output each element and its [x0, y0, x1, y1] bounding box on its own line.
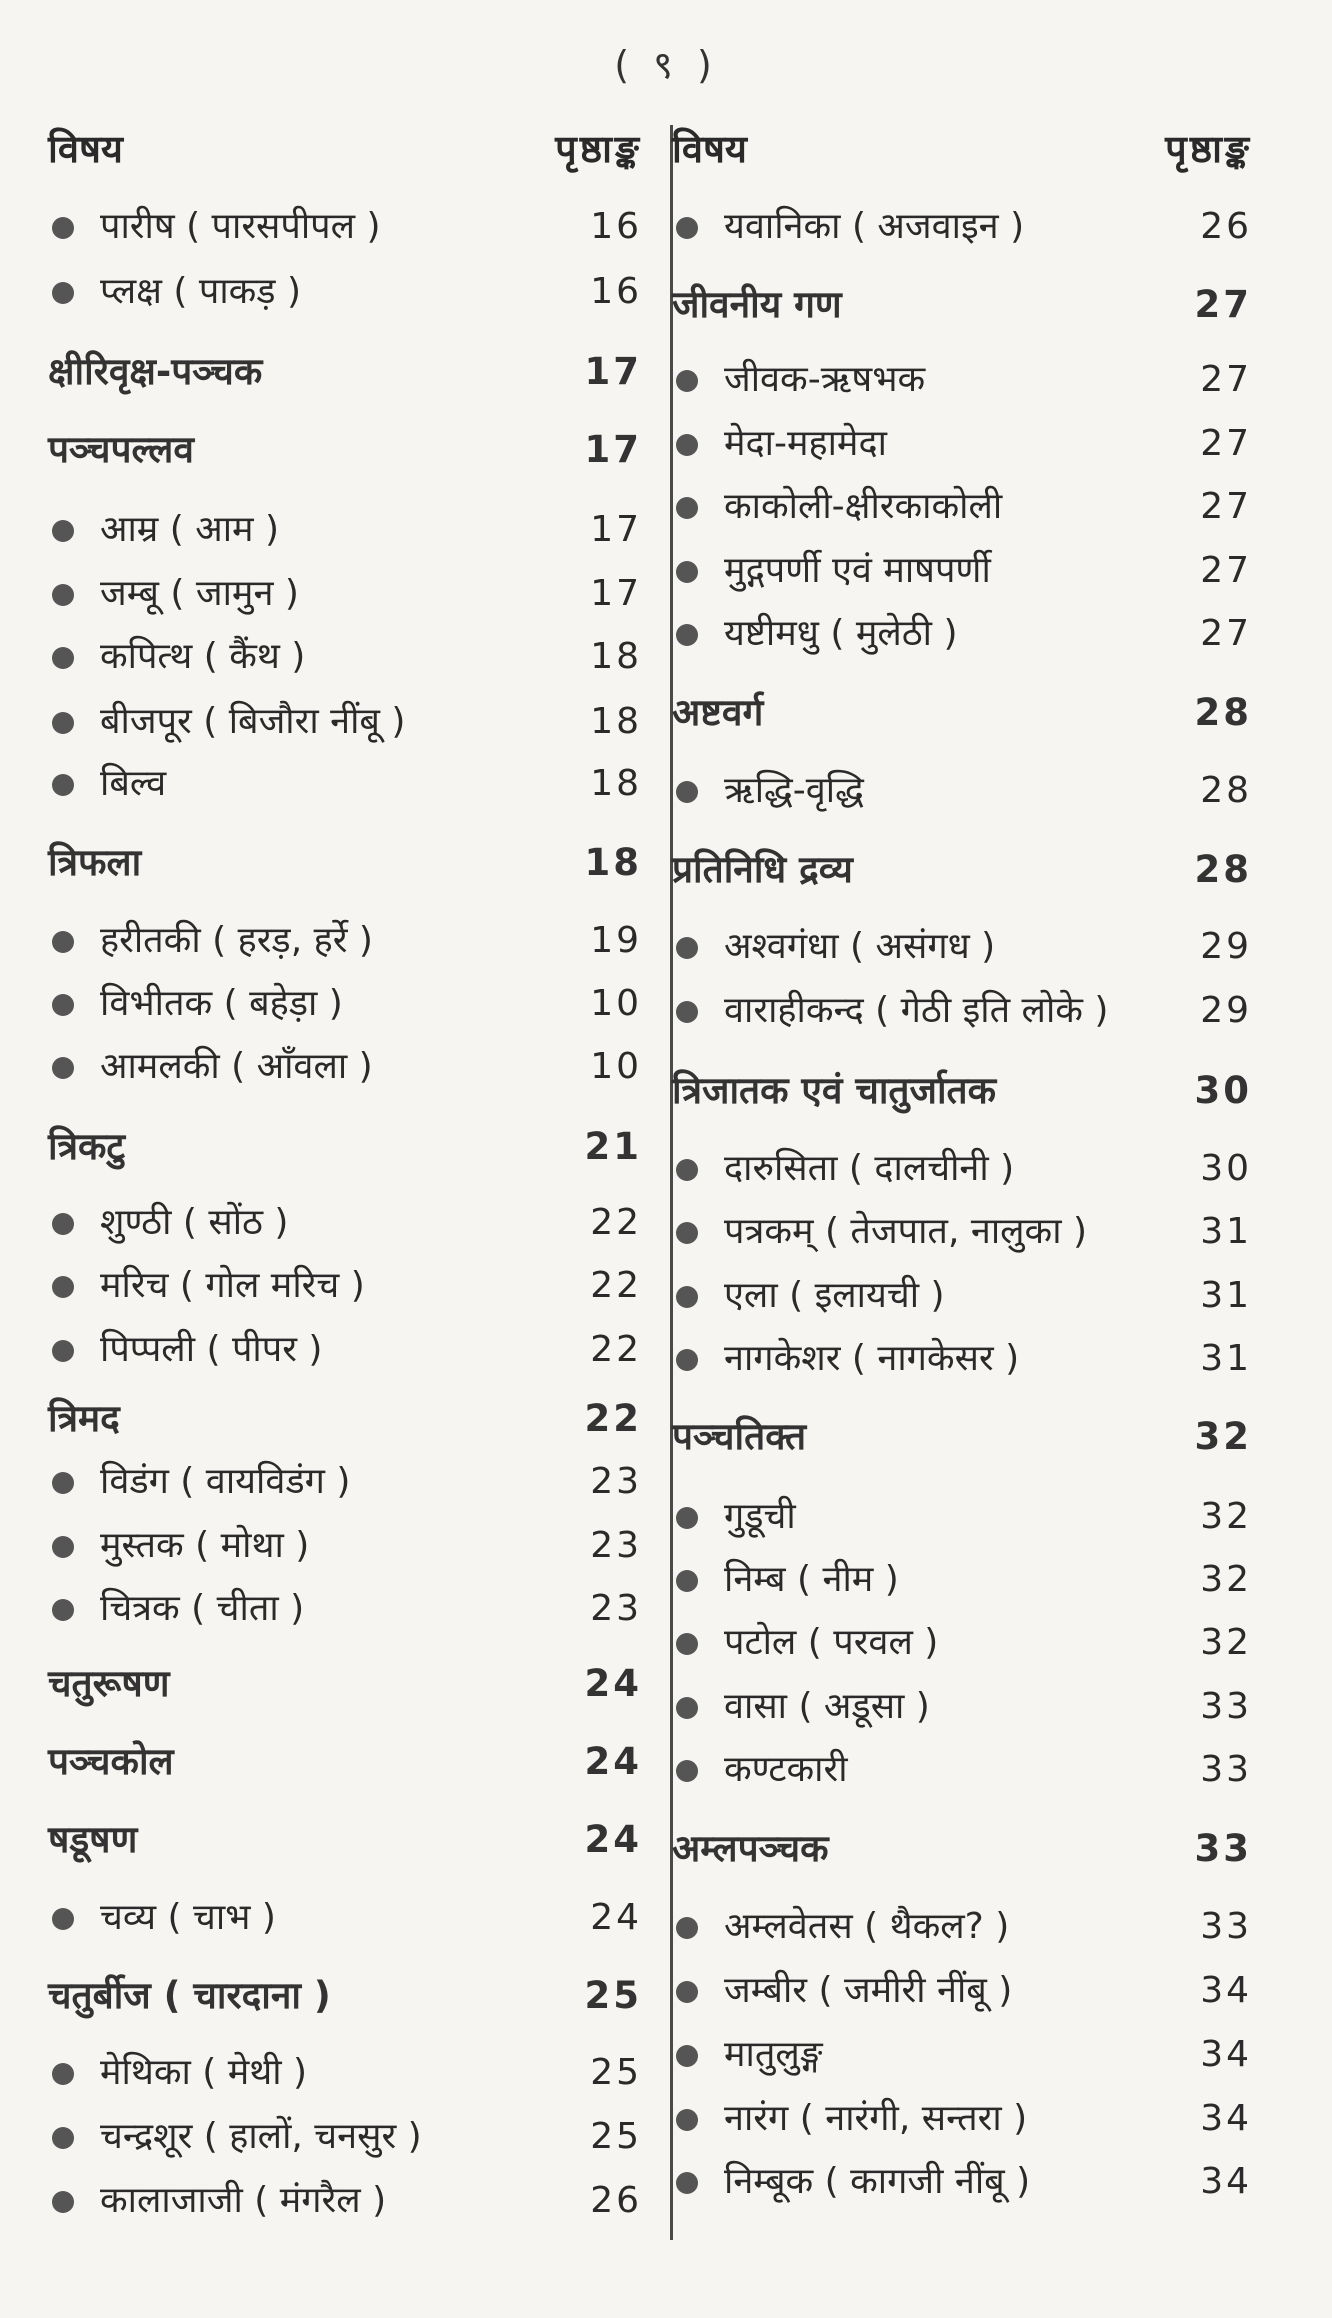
bullet-icon: [676, 561, 698, 583]
toc-category: [48, 1813, 648, 1867]
toc-category: [672, 1410, 1272, 1464]
toc-entry: [48, 757, 648, 811]
toc-category: [672, 843, 1272, 897]
toc-entry-page: 25: [584, 1974, 642, 2017]
toc-entry-page: 17: [590, 573, 642, 614]
bullet-icon: [676, 1760, 698, 1782]
toc-entry-page: 27: [1200, 613, 1252, 654]
toc-entry: [48, 1323, 648, 1377]
toc-entry: [672, 544, 1272, 598]
toc-entry-title: आमलकी ( आँवला ): [100, 1046, 373, 1087]
toc-entry-title: एला ( इलायची ): [724, 1275, 945, 1316]
bullet-icon: [676, 1697, 698, 1719]
toc-entry: [48, 265, 648, 319]
toc-entry-page: 10: [590, 1046, 642, 1087]
toc-entry-page: 16: [590, 206, 642, 247]
bullet-icon: [52, 931, 74, 953]
toc-entry: [672, 1743, 1272, 1797]
toc-entry: [48, 200, 648, 254]
toc-entry-page: 25: [590, 2052, 642, 2093]
toc-entry-title: षडूषण: [48, 1818, 138, 1861]
bullet-icon: [676, 434, 698, 456]
toc-entry: [48, 977, 648, 1031]
toc-entry-title: पत्रकम् ( तेजपात, नालुका ): [724, 1211, 1088, 1252]
toc-entry-title: त्रिमद: [48, 1397, 120, 1440]
toc-entry-page: 31: [1200, 1211, 1252, 1252]
toc-entry-page: 26: [590, 2180, 642, 2221]
toc-entry-title: अश्वगंधा ( असंगध ): [724, 926, 996, 967]
toc-entry: [48, 1196, 648, 1250]
toc-entry: [48, 1519, 648, 1573]
toc-entry-title: पञ्चपल्लव: [48, 428, 194, 471]
toc-entry-title: मेथिका ( मेथी ): [100, 2052, 308, 2093]
toc-entry-title: चतुर्बीज ( चारदाना ): [48, 1974, 331, 2017]
toc-entry-page: 22: [584, 1397, 642, 1440]
toc-entry-page: 27: [1200, 550, 1252, 591]
toc-entry-page: 24: [584, 1662, 642, 1705]
toc-entry-page: 10: [590, 983, 642, 1024]
bullet-icon: [52, 1213, 74, 1235]
toc-entry-title: पारीष ( पारसपीपल ): [100, 206, 381, 247]
right-header-subject: विषय: [672, 127, 747, 171]
toc-entry-page: 28: [1200, 770, 1252, 811]
toc-entry-page: 22: [590, 1329, 642, 1370]
toc-entry: [672, 984, 1272, 1038]
toc-entry-page: 29: [1200, 990, 1252, 1031]
toc-entry-page: 32: [1200, 1496, 1252, 1537]
toc-entry-title: चव्य ( चाभ ): [100, 1897, 276, 1938]
bullet-icon: [676, 1633, 698, 1655]
toc-entry: [672, 200, 1272, 254]
bullet-icon: [52, 1276, 74, 1298]
toc-category: [48, 423, 648, 477]
toc-entry-title: कपित्थ ( कैंथ ): [100, 636, 306, 677]
bullet-icon: [676, 497, 698, 519]
bullet-icon: [676, 1349, 698, 1371]
toc-entry-title: विडंग ( वायविडंग ): [100, 1461, 351, 1502]
bullet-icon: [52, 647, 74, 669]
left-header-subject: विषय: [48, 127, 123, 171]
left-header: [48, 122, 648, 176]
toc-entry-title: अम्लवेतस ( थैकल? ): [724, 1906, 1010, 1947]
toc-entry-page: 21: [584, 1125, 642, 1168]
toc-category: [672, 278, 1272, 332]
toc-category: [48, 1392, 648, 1446]
bullet-icon: [52, 1340, 74, 1362]
toc-entry-page: 17: [584, 428, 642, 471]
toc-entry-page: 17: [584, 350, 642, 393]
bullet-icon: [52, 2127, 74, 2149]
toc-category: [48, 1735, 648, 1789]
toc-entry-title: जीवक-ऋषभक: [724, 359, 926, 400]
toc-entry: [672, 1900, 1272, 1954]
toc-entry-title: मातुलुङ्ग: [724, 2034, 823, 2075]
bullet-icon: [676, 1159, 698, 1181]
toc-entry-page: 34: [1200, 1970, 1252, 2011]
toc-entry-title: निम्बूक ( कागजी नींबू ): [724, 2161, 1031, 2202]
toc-entry-title: त्रिफला: [48, 841, 142, 884]
toc-entry: [48, 2110, 648, 2164]
toc-entry-title: प्लक्ष ( पाकड़ ): [100, 271, 302, 312]
toc-entry: [672, 920, 1272, 974]
toc-entry-page: 26: [1200, 206, 1252, 247]
toc-entry-title: मुद्गपर्णी एवं माषपर्णी: [724, 550, 991, 591]
toc-entry: [672, 2092, 1272, 2146]
page-number: ( ९ ): [614, 43, 718, 87]
toc-entry: [672, 1269, 1272, 1323]
toc-entry: [48, 695, 648, 749]
bullet-icon: [52, 1599, 74, 1621]
toc-category: [672, 686, 1272, 740]
toc-entry: [48, 503, 648, 557]
bullet-icon: [676, 781, 698, 803]
toc-entry-title: नारंग ( नारंगी, सन्तरा ): [724, 2098, 1028, 2139]
bullet-icon: [676, 2109, 698, 2131]
toc-entry: [48, 2174, 648, 2228]
toc-entry-title: कण्टकारी: [724, 1749, 848, 1790]
toc-entry-page: 33: [1200, 1749, 1252, 1790]
toc-entry-title: जम्बीर ( जमीरी नींबू ): [724, 1970, 1013, 2011]
toc-entry-title: पटोल ( परवल ): [724, 1622, 939, 1663]
toc-entry: [672, 1680, 1272, 1734]
toc-entry-page: 23: [590, 1461, 642, 1502]
bullet-icon: [676, 1222, 698, 1244]
toc-entry: [672, 1964, 1272, 2018]
bullet-icon: [52, 1536, 74, 1558]
toc-entry-page: 32: [1200, 1622, 1252, 1663]
toc-entry-title: हरीतकी ( हरड़, हर्रे ): [100, 920, 373, 961]
toc-entry-title: पञ्चतिक्त: [672, 1415, 807, 1458]
toc-entry-title: मेदा-महामेदा: [724, 423, 887, 464]
right-header: [672, 122, 1272, 176]
toc-entry-page: 31: [1200, 1275, 1252, 1316]
toc-entry: [672, 480, 1272, 534]
toc-entry-title: चतुरूषण: [48, 1662, 170, 1705]
toc-entry-page: 18: [590, 636, 642, 677]
bullet-icon: [676, 1570, 698, 1592]
toc-entry: [672, 1616, 1272, 1670]
bullet-icon: [676, 937, 698, 959]
toc-entry-page: 33: [1194, 1827, 1252, 1870]
toc-category: [672, 1064, 1272, 1118]
toc-entry: [48, 1040, 648, 1094]
bullet-icon: [52, 712, 74, 734]
toc-entry: [48, 1259, 648, 1313]
toc-category: [48, 345, 648, 399]
bullet-icon: [676, 2172, 698, 2194]
bullet-icon: [52, 584, 74, 606]
bullet-icon: [52, 1472, 74, 1494]
toc-category: [48, 1657, 648, 1711]
toc-entry-title: अम्लपञ्चक: [672, 1827, 829, 1870]
toc-entry-title: प्रतिनिधि द्रव्य: [672, 848, 853, 891]
toc-entry-title: वाराहीकन्द ( गेठी इति लोके ): [724, 990, 1109, 1031]
toc-entry: [48, 1455, 648, 1509]
toc-entry-title: नागकेशर ( नागकेसर ): [724, 1338, 1020, 1379]
toc-entry-page: 25: [590, 2116, 642, 2157]
toc-entry-title: पञ्चकोल: [48, 1740, 174, 1783]
toc-entry-page: 19: [590, 920, 642, 961]
toc-entry-title: बिल्व: [100, 763, 167, 804]
bullet-icon: [52, 1057, 74, 1079]
toc-entry-title: जीवनीय गण: [672, 283, 842, 326]
bullet-icon: [676, 1001, 698, 1023]
bullet-icon: [52, 2063, 74, 2085]
toc-entry-title: यष्टीमधु ( मुलेठी ): [724, 613, 958, 654]
toc-entry-title: चन्द्रशूर ( हालों, चनसुर ): [100, 2116, 422, 2157]
toc-entry-page: 33: [1200, 1686, 1252, 1727]
toc-entry-title: चित्रक ( चीता ): [100, 1588, 305, 1629]
toc-entry-title: शुण्ठी ( सोंठ ): [100, 1202, 289, 1243]
toc-entry-page: 24: [584, 1818, 642, 1861]
toc-entry: [672, 1205, 1272, 1259]
toc-entry-page: 32: [1200, 1559, 1252, 1600]
toc-entry-title: क्षीरिवृक्ष-पञ्चक: [48, 350, 263, 393]
toc-category: [48, 1120, 648, 1174]
toc-entry-page: 34: [1200, 2161, 1252, 2202]
toc-entry: [48, 914, 648, 968]
toc-entry: [672, 353, 1272, 407]
bullet-icon: [676, 2045, 698, 2067]
bullet-icon: [52, 774, 74, 796]
bullet-icon: [676, 217, 698, 239]
toc-entry-page: 34: [1200, 2098, 1252, 2139]
toc-entry-title: अष्टवर्ग: [672, 691, 764, 734]
toc-entry-page: 31: [1200, 1338, 1252, 1379]
toc-entry-title: त्रिजातक एवं चातुर्जातक: [672, 1069, 997, 1112]
toc-entry-title: पिप्पली ( पीपर ): [100, 1329, 323, 1370]
toc-entry-title: बीजपूर ( बिजौरा नींबू ): [100, 701, 406, 742]
bullet-icon: [52, 520, 74, 542]
toc-entry: [672, 764, 1272, 818]
toc-entry-title: कालाजाजी ( मंगरैल ): [100, 2180, 387, 2221]
toc-category: [48, 1969, 648, 2023]
bullet-icon: [676, 1507, 698, 1529]
toc-entry-title: वासा ( अडूसा ): [724, 1686, 930, 1727]
bullet-icon: [676, 624, 698, 646]
toc-entry: [672, 1490, 1272, 1544]
toc-entry-page: 17: [590, 509, 642, 550]
toc-entry-page: 33: [1200, 1906, 1252, 1947]
toc-entry: [48, 630, 648, 684]
toc-entry-title: जम्बू ( जामुन ): [100, 573, 299, 614]
toc-entry-page: 27: [1194, 283, 1252, 326]
toc-category: [672, 1822, 1272, 1876]
toc-entry-title: मरिच ( गोल मरिच ): [100, 1265, 365, 1306]
toc-entry-page: 34: [1200, 2034, 1252, 2075]
toc-entry: [672, 2155, 1272, 2209]
bullet-icon: [676, 1981, 698, 2003]
bullet-icon: [676, 370, 698, 392]
toc-entry-page: 30: [1194, 1069, 1252, 1112]
toc-entry-title: आम्र ( आम ): [100, 509, 280, 550]
toc-entry-title: मुस्तक ( मोथा ): [100, 1525, 310, 1566]
toc-entry-page: 32: [1194, 1415, 1252, 1458]
bullet-icon: [52, 2191, 74, 2213]
bullet-icon: [52, 1908, 74, 1930]
toc-entry: [672, 1332, 1272, 1386]
toc-entry-page: 22: [590, 1202, 642, 1243]
toc-entry-page: 22: [590, 1265, 642, 1306]
toc-entry-page: 30: [1200, 1148, 1252, 1189]
toc-entry-title: विभीतक ( बहेड़ा ): [100, 983, 343, 1024]
right-header-page: पृष्ठाङ्क: [1165, 127, 1252, 171]
toc-entry-page: 27: [1200, 423, 1252, 464]
toc-entry: [672, 1142, 1272, 1196]
toc-entry: [48, 2046, 648, 2100]
bullet-icon: [676, 1286, 698, 1308]
toc-entry-title: ऋद्धि-वृद्धि: [724, 770, 864, 811]
toc-category: [48, 836, 648, 890]
toc-entry-page: 18: [590, 701, 642, 742]
bullet-icon: [52, 994, 74, 1016]
toc-entry-page: 27: [1200, 486, 1252, 527]
toc-entry: [672, 607, 1272, 661]
bullet-icon: [52, 282, 74, 304]
bullet-icon: [52, 217, 74, 239]
toc-entry-page: 27: [1200, 359, 1252, 400]
toc-entry-page: 16: [590, 271, 642, 312]
toc-entry-page: 24: [590, 1897, 642, 1938]
toc-entry: [672, 1553, 1272, 1607]
left-header-page: पृष्ठाङ्क: [555, 127, 642, 171]
toc-entry-title: दारुसिता ( दालचीनी ): [724, 1148, 1015, 1189]
toc-entry: [48, 1582, 648, 1636]
bullet-icon: [676, 1917, 698, 1939]
toc-entry-page: 23: [590, 1588, 642, 1629]
toc-entry-page: 29: [1200, 926, 1252, 967]
toc-entry: [48, 567, 648, 621]
toc-entry: [672, 417, 1272, 471]
toc-entry-page: 23: [590, 1525, 642, 1566]
toc-entry-page: 18: [590, 763, 642, 804]
toc-entry-page: 28: [1194, 691, 1252, 734]
toc-entry: [48, 1891, 648, 1945]
toc-entry-title: त्रिकटु: [48, 1125, 126, 1168]
toc-entry-page: 24: [584, 1740, 642, 1783]
toc-entry-title: काकोली-क्षीरकाकोली: [724, 486, 1003, 527]
toc-entry-page: 18: [584, 841, 642, 884]
toc-entry-title: यवानिका ( अजवाइन ): [724, 206, 1025, 247]
toc-entry: [672, 2028, 1272, 2082]
toc-entry-title: गुडूची: [724, 1496, 796, 1537]
toc-entry-title: निम्ब ( नीम ): [724, 1559, 899, 1600]
toc-entry-page: 28: [1194, 848, 1252, 891]
